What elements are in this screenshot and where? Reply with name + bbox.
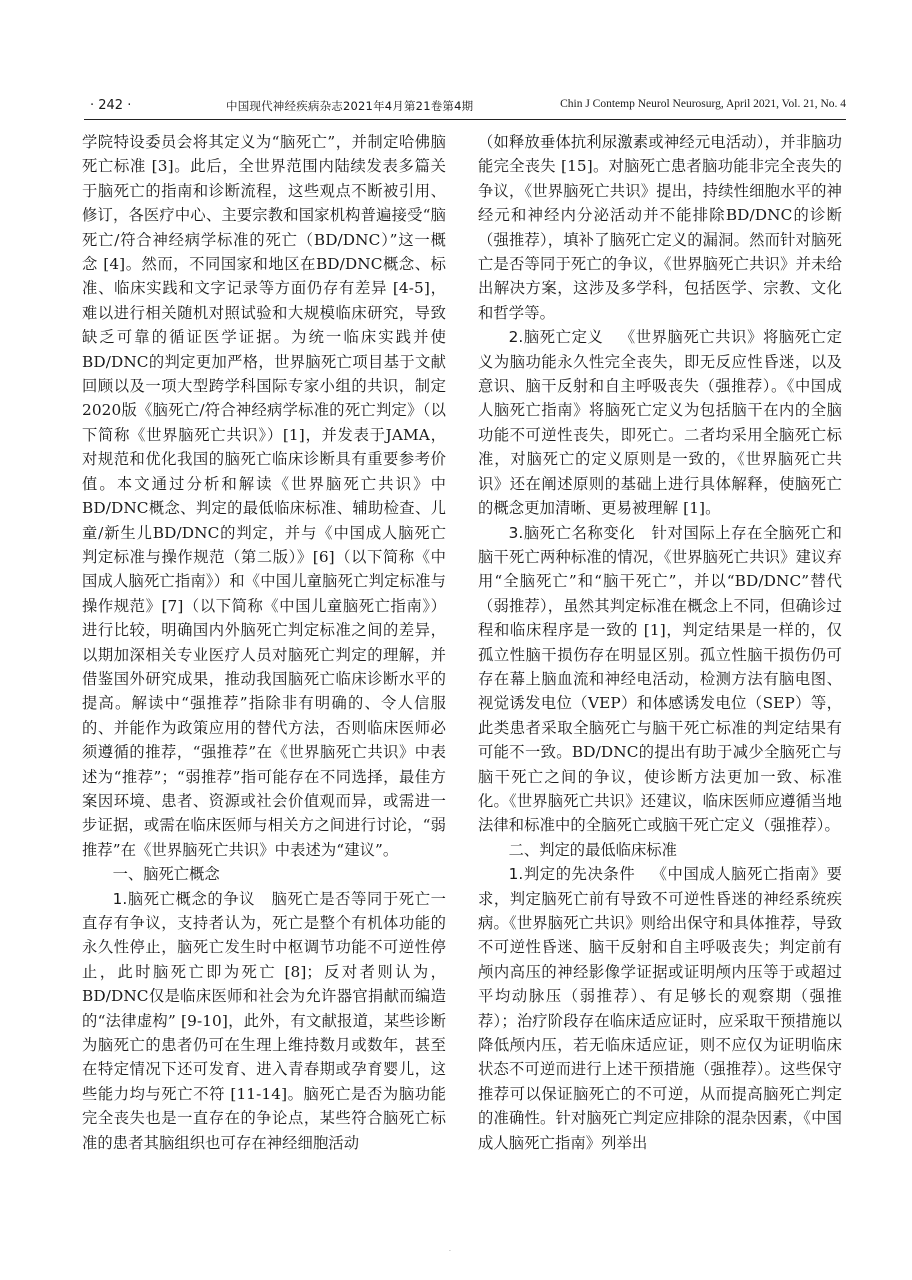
paragraph-definition [478, 325, 842, 520]
running-header [84, 96, 846, 120]
paragraph-name-change [478, 521, 842, 838]
run-in-title: 2.脑死亡定义 [508, 328, 604, 347]
paragraph-intro-continued: 学院特设委员会将其定义为“脑死亡”，并制定哈佛脑死亡标准 [3]。此后，全世界范围内陆续发表多篇关于脑死亡的指南和诊断流程，这些观点不断被引用、修订，各医疗中心、主要宗教和国家机构普遍接受“脑死亡/符合神经病学标准的死亡（BD/DNC）”这一概念 [4]。然而，不同国家和地区在BD/DNC概念、标准、临床实践和文字记录等方面仍存有差异 [4-5]，难以进行相关随机对照试验和大规模临床研究，导致缺乏可靠的循证医学证据。为统一临床实践并使BD/DNC的判定更加严格，世界脑死亡项目基于文献回顾以及一项大型跨学科国际专家小组的共识，制定2020版《脑死亡/符合神经病学标准的死亡判定》（以下简称《世界脑死亡共识》）[1]，并发表于JAMA，对规范和优化我国的脑死亡临床诊断具有重要参考价值。本文通过分析和解读《世界脑死亡共识》中BD/DNC概念、判定的最低临床标准、辅助检查、儿童/新生儿BD/DNC的判定，并与《中国成人脑死亡判定标准与操作规范（第二版）》[6]（以下简称《中国成人脑死亡指南》）和《中国儿童脑死亡判定标准与操作规范》[7]（以下简称《中国儿童脑死亡指南》）进行比较，明确国内外脑死亡判定标准之间的差异，以期加深相关专业医疗人员对脑死亡判定的理解，并借鉴国外研究成果，推动我国脑死亡临床诊断水平的提高。解读中“强推荐”指除非有明确的、令人信服的、并能作为政策应用的替代方法，否则临床医师必须遵循的推荐，“强推荐”在《世界脑死亡共识》中表述为“推荐”；“弱推荐”指可能存在不同选择，最佳方案因环境、患者、资源或社会价值观而异，或需进一步证据，或需在临床医师与相关方之间进行讨论，“弱推荐”在《世界脑死亡共识》中表述为“建议”。 [82, 133, 446, 859]
page-mark: · [449, 1248, 451, 1255]
paragraph-prerequisites [478, 862, 842, 1155]
paragraph-body: 《中国成人脑死亡指南》要求，判定脑死亡前有导致不可逆性昏迷的神经系统疾病。《世界脑死亡共识》则给出保守和具体推荐，导致不可逆性昏迷、脑干反射和自主呼吸丧失；判定前有颅内高压的神经影像学证据或证明颅内压等于或超过平均动脉压（弱推荐）、有足够长的观察期（强推荐）；治疗阶段存在临床适应证时，应采取干预措施以降低颅内压，若无临床适应证，则不应仅为证明临床状态不可逆而进行上述干预措施（强推荐）。这些保守推荐可以保证脑死亡的不可逆，从而提高脑死亡判定的准确性。针对脑死亡判定应排除的混杂因素，《中国成人脑死亡指南》列举出 [478, 865, 842, 1152]
run-in-title: 3.脑死亡名称变化 [508, 523, 636, 542]
section-heading-brain-death-concept: 一、脑死亡概念 [112, 865, 220, 884]
right-column [478, 130, 842, 1250]
page-number: · 242 · [90, 98, 132, 113]
section-heading-minimum-criteria: 二、判定的最低临床标准 [508, 840, 677, 859]
run-in-title: 1.判定的先决条件 [508, 865, 636, 884]
paragraph-continued: （如释放垂体抗利尿激素或神经元电活动），并非脑功能完全丧失 [15]。对脑死亡患者脑功能非完全丧失的争议，《世界脑死亡共识》提出，持续性细胞水平的神经元和神经内分泌活动并不能排除BD/DNC的诊断（强推荐），填补了脑死亡定义的漏洞。然而针对脑死亡是否等同于死亡的争议，《世界脑死亡共识》并未给出解决方案，这涉及多学科，包括医学、宗教、文化和哲学等。 [478, 133, 842, 322]
paragraph-body: 《世界脑死亡共识》将脑死亡定义为脑功能永久性完全丧失，即无反应性昏迷，以及意识、脑干反射和自主呼吸丧失（强推荐）。《中国成人脑死亡指南》将脑死亡定义为包括脑干在内的全脑功能不可逆性丧失，即死亡。二者均采用全脑死亡标准，对脑死亡的定义原则是一致的，《世界脑死亡共识》还在阐述原则的基础上进行具体解释，使脑死亡的概念更加清晰、更易被理解 [1]。 [478, 328, 842, 518]
paragraph-concept-controversy [82, 887, 446, 1155]
paragraph-body: 脑死亡是否等同于死亡一直存有争议，支持者认为，死亡是整个有机体功能的永久性停止，脑死亡发生时中枢调节功能不可逆性停止，此时脑死亡即为死亡 [8]；反对者则认为，BD/DNC仅是临床医师和社会为允许器官捐献而编造的“法律虚构” [9-10]，此外，有文献报道，某些诊断为脑死亡的患者仍可在生理上维持数月或数年，甚至在特定情况下还可发育、进入青春期或孕育婴儿，这些能力均与死亡不符 [11-14]。脑死亡是否为脑功能完全丧失也是一直存在的争论点，某些符合脑死亡标准的患者其脑组织也可存在神经细胞活动 [82, 889, 446, 1152]
left-column [82, 130, 446, 1250]
journal-title-en: Chin J Contemp Neurol Neurosurg, April 2021, Vol. 21, No. 4 [560, 98, 846, 110]
paragraph-body: 针对国际上存在全脑死亡和脑干死亡两种标准的情况，《世界脑死亡共识》建议弃用“全脑死亡”和“脑干死亡”，并以“BD/DNC”替代（弱推荐），虽然其判定标准在概念上不同，但确诊过程和临床程序是一致的 [1]，判定结果是一样的，仅孤立性脑干损伤存在明显区别。孤立性脑干损伤仍可存在幕上脑血流和神经电活动，检测方法有脑电图、视觉诱发电位（VEP）和体感诱发电位（SEP）等，此类患者采取全脑死亡与脑干死亡标准的判定结果有可能不一致。BD/DNC的提出有助于减少全脑死亡与脑干死亡之间的争议，使诊断方法更加一致、标准化。《世界脑死亡共识》还建议，临床医师应遵循当地法律和标准中的全脑死亡或脑干死亡定义（强推荐）。 [478, 523, 842, 835]
run-in-title: 1.脑死亡概念的争议 [112, 889, 256, 908]
journal-title-cn: 中国现代神经疾病杂志2021年4月第21卷第4期 [226, 99, 474, 113]
